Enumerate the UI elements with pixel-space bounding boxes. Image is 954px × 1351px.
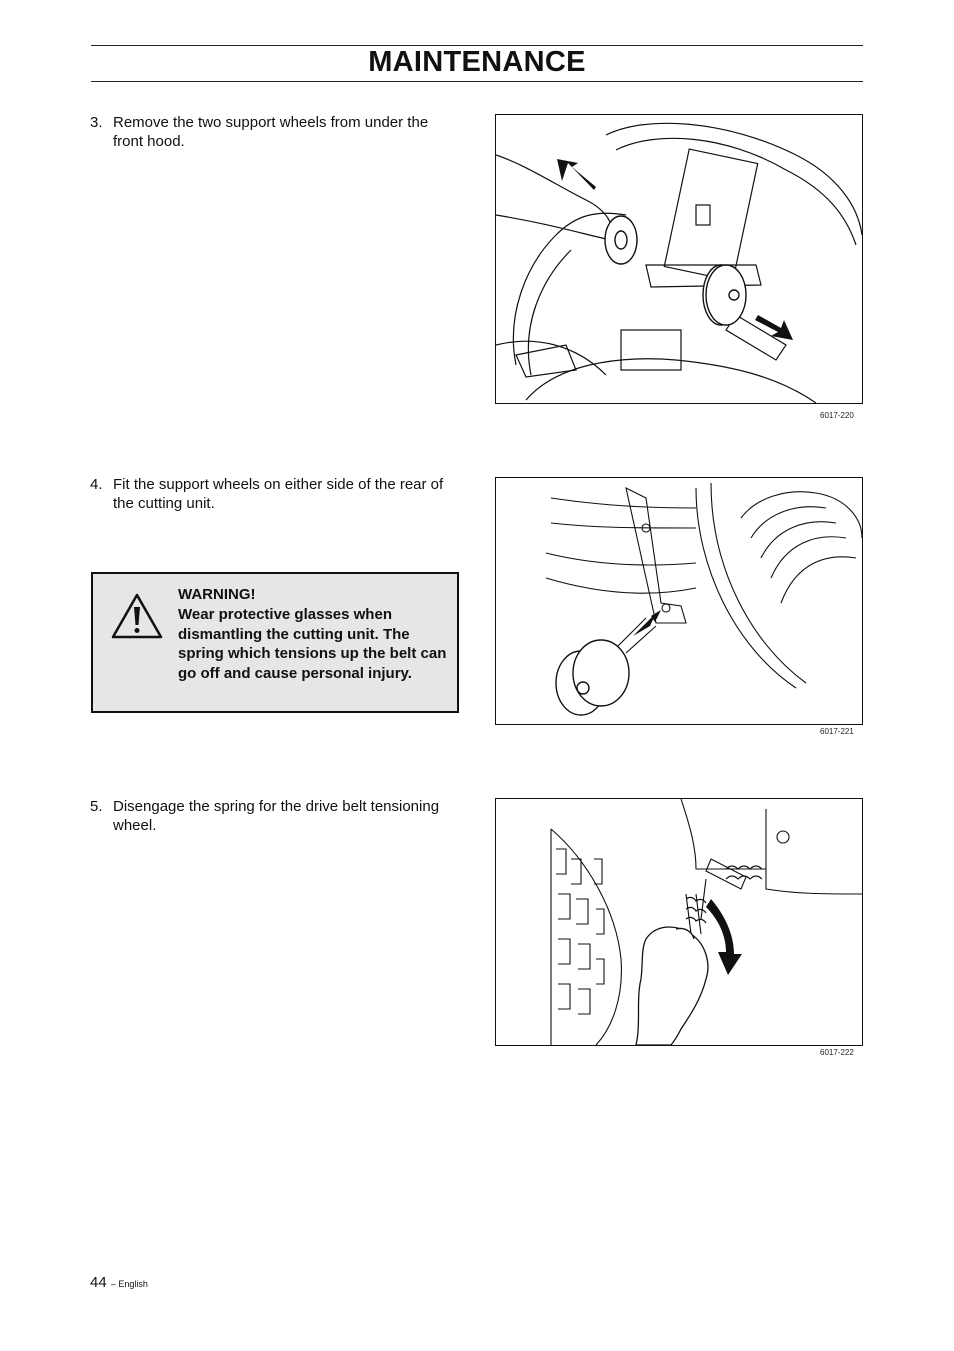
figure-code: 6017-222 [820,1048,854,1057]
footer-language: – English [110,1279,148,1289]
step-3 [90,113,460,151]
warning-triangle-icon [111,592,163,640]
warning-title: WARNING! [178,586,256,603]
illustration-support-wheel-fitting [496,478,862,724]
step-number: 5. [90,798,103,815]
page-title: MAINTENANCE [368,46,586,78]
figure-remove-support-wheels [495,114,863,404]
warning-box [91,572,459,713]
illustration-support-wheels-removal [496,115,862,403]
step-text: Remove the two support wheels from under the front hood. [113,114,429,150]
page-footer [90,1274,148,1291]
header-rule-bottom [91,81,863,82]
figure-code: 6017-220 [820,411,854,420]
figure-disengage-spring [495,798,863,1046]
step-number: 3. [90,114,103,131]
figure-code: 6017-221 [820,727,854,736]
figure-fit-support-wheels [495,477,863,725]
page-number: 44 [90,1274,107,1291]
step-5 [90,797,460,835]
step-text: Fit the support wheels on either side of the rear of the cutting unit. [113,476,444,512]
step-text: Disengage the spring for the drive belt tensioning wheel. [113,798,440,834]
step-4 [90,475,460,513]
illustration-spring-disengagement [496,799,862,1045]
warning-text: Wear protective glasses when dismantling the cutting unit. The spring which tensions up the belt can go off and cause personal injury. [178,606,447,682]
step-number: 4. [90,476,103,493]
